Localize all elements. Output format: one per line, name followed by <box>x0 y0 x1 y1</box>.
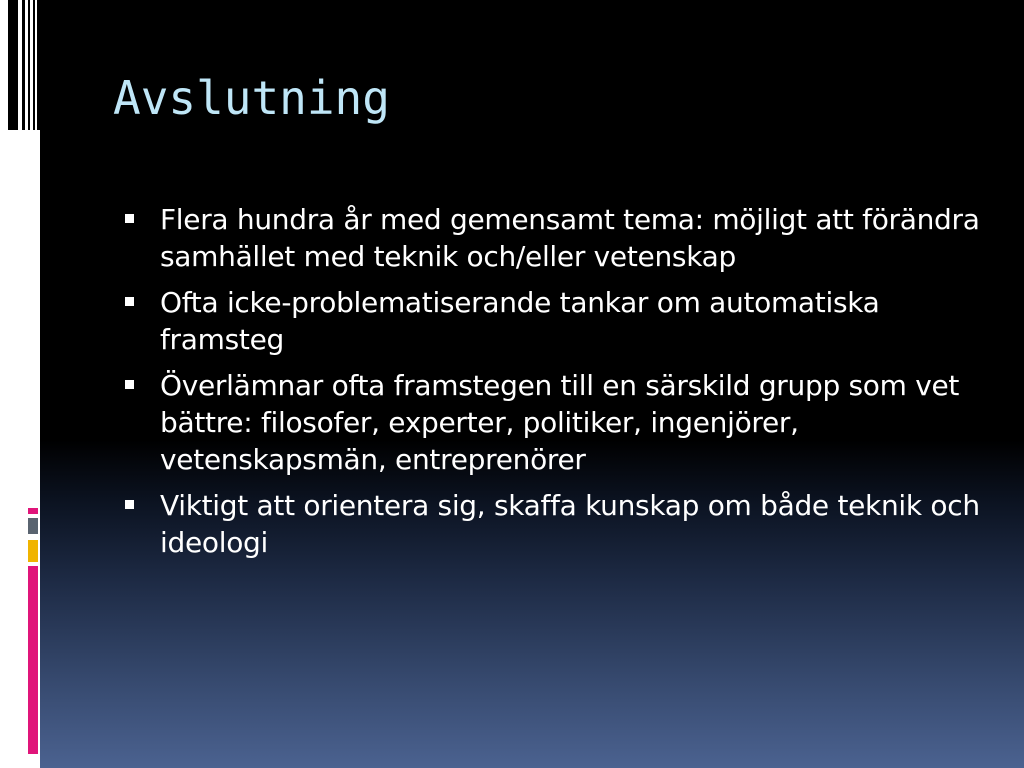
stripe <box>33 0 35 130</box>
stripe <box>28 0 30 130</box>
bullet-list <box>120 201 1000 570</box>
bullet-text: Överlämnar ofta framstegen till en särskild grupp som vet bättre: filosofer, experter, politiker, ingenjörer, vetenskapsmän, entreprenörer <box>160 369 960 476</box>
list-item <box>120 367 1000 478</box>
accent-gray <box>28 518 38 534</box>
vertical-stripes-decoration <box>0 0 40 130</box>
stripe <box>22 0 25 130</box>
accent-yellow <box>28 540 38 562</box>
bullet-text: Ofta icke-problematiserande tankar om automatiska framsteg <box>160 286 880 356</box>
list-item <box>120 487 1000 561</box>
left-decorative-strip <box>0 0 40 768</box>
square-bullet-icon <box>125 500 134 509</box>
slide-title: Avslutning <box>113 71 390 125</box>
stripe <box>37 0 40 130</box>
list-item <box>120 284 1000 358</box>
bullet-text: Flera hundra år med gemensamt tema: möjligt att förändra samhället med teknik och/eller vetenskap <box>160 203 980 273</box>
list-item <box>120 201 1000 275</box>
square-bullet-icon <box>125 214 134 223</box>
accent-pink-small <box>28 508 38 514</box>
stripe <box>8 0 18 130</box>
square-bullet-icon <box>125 380 134 389</box>
accent-pink-bar <box>28 566 38 754</box>
square-bullet-icon <box>125 297 134 306</box>
bullet-text: Viktigt att orientera sig, skaffa kunskap om både teknik och ideologi <box>160 489 980 559</box>
